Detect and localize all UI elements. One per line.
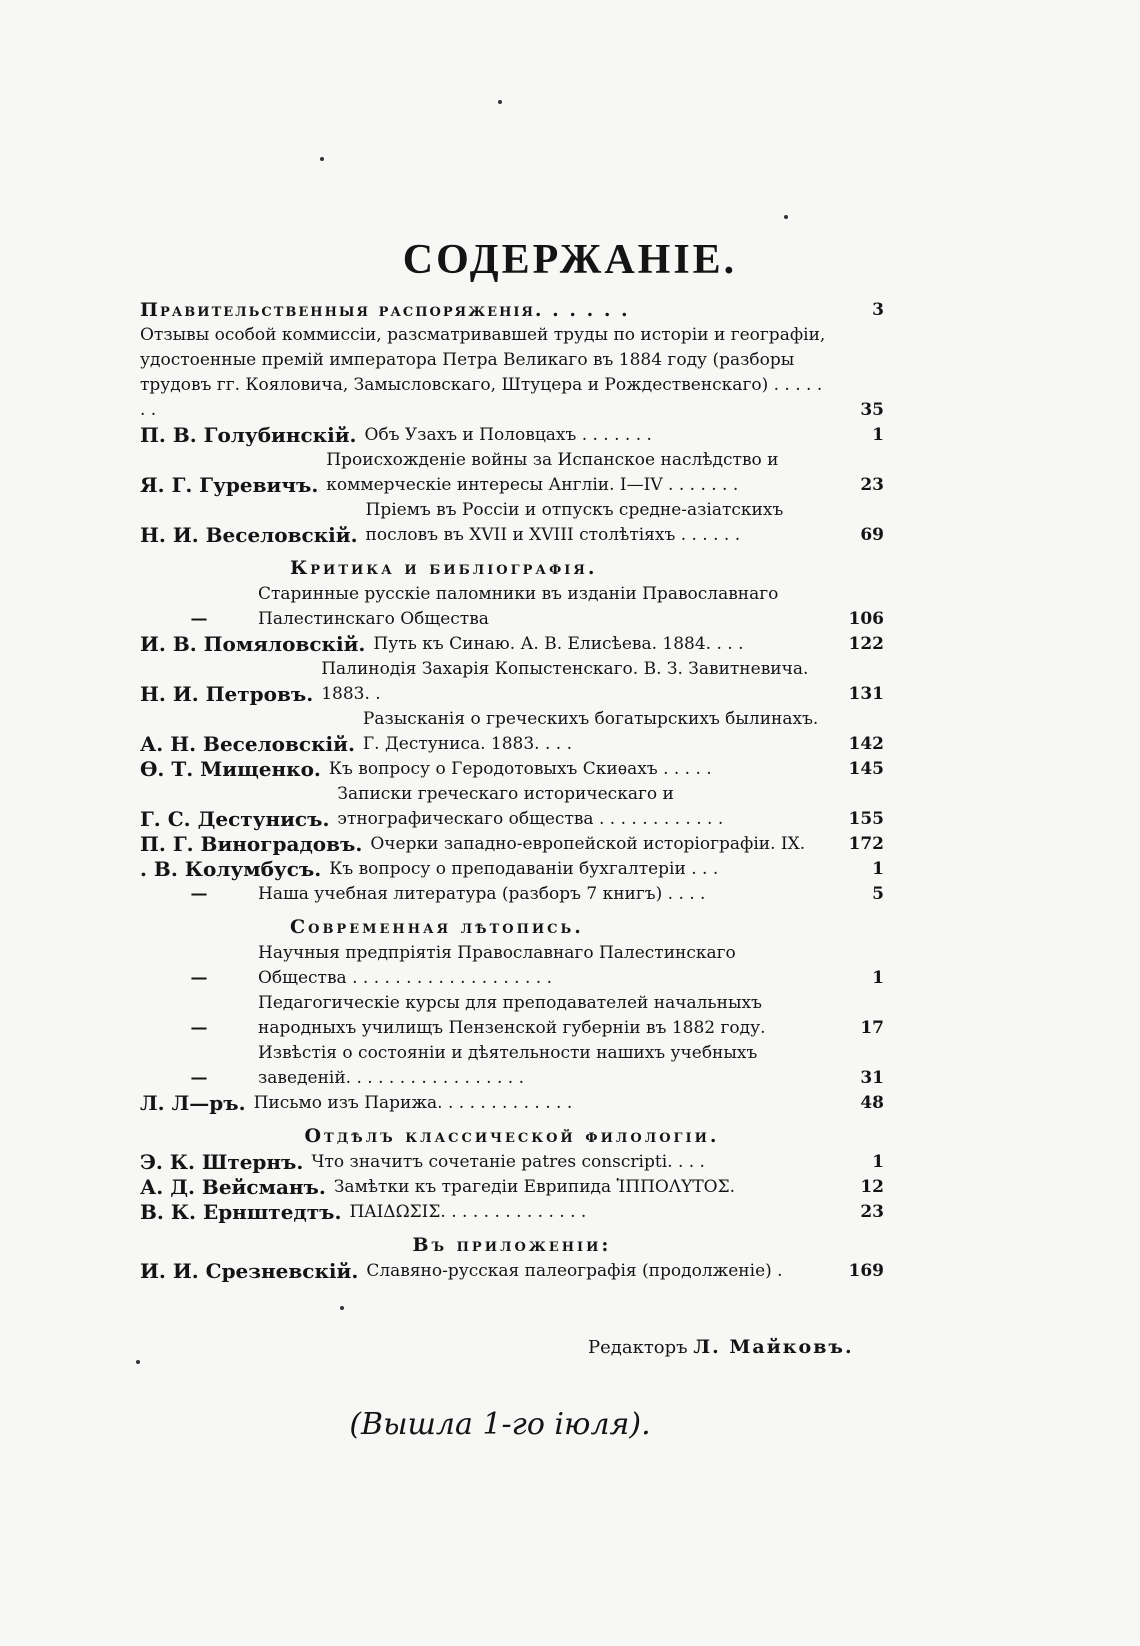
entry-page: 31: [860, 1068, 884, 1088]
entry-text: Отзывы особой коммиссіи, разсматривавшей труды по исторіи и географіи, удостоенные премій императора Петра Великаго въ 1884 году (разборы трудовъ гг. Кояловича, Замысловскаго, Штуцера и Рождественскаго) . . . . . . .: [140, 325, 826, 420]
entry-page: 1: [872, 1152, 884, 1172]
entry-author: И. И. Срезневскій.: [140, 1259, 359, 1283]
toc-entry: [140, 832, 884, 857]
entry-author: Н. И. Петровъ.: [140, 682, 314, 706]
entry-page: 1: [872, 968, 884, 988]
entry-page: 48: [860, 1093, 884, 1113]
toc-entry: [140, 1091, 884, 1116]
entry-page: 3: [872, 300, 884, 320]
toc-entry: [140, 582, 884, 632]
entry-text: Что значитъ сочетаніе patres conscripti. . . .: [311, 1152, 705, 1172]
toc-entry: [140, 498, 884, 548]
section-heading: Въ приложеніи:: [412, 1234, 612, 1256]
toc-entry: [140, 857, 884, 882]
speck: [136, 1360, 140, 1364]
toc-entry: [140, 1150, 884, 1175]
entry-page: 12: [860, 1177, 884, 1197]
entry-text: Палинодія Захарія Копыстенскаго. В. З. Завитневича. 1883. .: [321, 659, 809, 704]
entry-author: И. В. Помяловскій.: [140, 632, 366, 656]
table-of-contents: [140, 298, 884, 1284]
entry-page: 106: [848, 609, 884, 629]
dash-mark: —: [190, 609, 208, 629]
editor-line: [588, 1336, 854, 1358]
toc-entry: [140, 632, 884, 657]
editor-label: Редакторъ: [588, 1337, 688, 1358]
entry-page: 23: [860, 475, 884, 495]
entry-page: 23: [860, 1202, 884, 1222]
entry-text: Къ вопросу о преподаваніи бухгалтеріи . . .: [329, 859, 719, 879]
entry-author: В. К. Ернштедтъ.: [140, 1200, 342, 1224]
entry-text: Извѣстія о состояніи и дѣятельности нашихъ учебныхъ заведеній. . . . . . . . . . . . . . . . .: [258, 1043, 758, 1088]
entry-text: Замѣтки къ трагедіи Еврипида ἹΠΠΟΛΥΤΟΣ.: [333, 1177, 736, 1197]
toc-entry: [140, 707, 884, 757]
entry-page: 1: [872, 859, 884, 879]
speck: [498, 100, 502, 104]
entry-page: 145: [848, 759, 884, 779]
entry-text: Старинные русскіе паломники въ изданіи Православнаго Палестинскаго Общества: [258, 584, 779, 629]
entry-text: ΠΑΙΔΩΣΙΣ. . . . . . . . . . . . . .: [349, 1202, 587, 1222]
editor-name: Л. Майковъ.: [693, 1336, 854, 1358]
entry-author: П. В. Голубинскій.: [140, 423, 357, 447]
section-heading: Критика и библіографія.: [290, 557, 598, 579]
toc-entry: [140, 1041, 884, 1091]
entry-text: Пріемъ въ Россіи и отпускъ средне-азіатскихъ пословъ въ XVII и XVIII столѣтіяхъ . . . . . .: [365, 500, 784, 545]
section-heading: Современная лѣтопись.: [290, 916, 584, 938]
entry-page: 172: [848, 834, 884, 854]
page-title: СОДЕРЖАНІЕ.: [402, 237, 738, 283]
entry-page: 5: [872, 884, 884, 904]
entry-page: 131: [848, 684, 884, 704]
entry-page: 17: [860, 1018, 884, 1038]
entry-author: . В. Колумбусъ.: [140, 857, 322, 881]
toc-entry: [140, 782, 884, 832]
toc-entry: [140, 882, 884, 907]
speck: [784, 215, 788, 219]
entry-author: Г. С. Дестунисъ.: [140, 807, 330, 831]
toc-entry: [140, 1200, 884, 1225]
speck: [320, 157, 324, 161]
entry-text: Славяно-русская палеографія (продолженіе) .: [366, 1261, 783, 1281]
entry-author: Э. К. Штернъ.: [140, 1150, 304, 1174]
section-heading: Отдѣлъ классической филологіи.: [304, 1125, 720, 1147]
toc-entry: [140, 448, 884, 498]
dash-mark: —: [190, 1068, 208, 1088]
entry-page: 122: [848, 634, 884, 654]
entry-text: Объ Узахъ и Половцахъ . . . . . . .: [364, 425, 652, 445]
dash-mark: —: [190, 968, 208, 988]
handwritten-note: (Вышла 1-го іюля).: [349, 1407, 651, 1442]
toc-entry: [140, 1175, 884, 1200]
entry-text: Разысканія о греческихъ богатырскихъ былинахъ. Г. Дестуниса. 1883. . . .: [362, 709, 819, 754]
entry-text: Къ вопросу о Геродотовыхъ Скиѳахъ . . . . .: [328, 759, 712, 779]
toc-entry: [140, 323, 884, 423]
toc-entry: [140, 941, 884, 991]
toc-entry: [140, 657, 884, 707]
dash-mark: —: [190, 884, 208, 904]
toc-entry: [140, 298, 884, 323]
entry-text: Путь къ Синаю. А. В. Елисѣева. 1884. . . .: [373, 634, 744, 654]
entry-page: 69: [860, 525, 884, 545]
entry-author: А. Д. Вейсманъ.: [140, 1175, 326, 1199]
entry-text: Записки греческаго историческаго и этнографическаго общества . . . . . . . . . . . .: [337, 784, 724, 829]
entry-text: Научныя предпріятія Православнаго Палестинскаго Общества . . . . . . . . . . . . . . . . . . .: [258, 943, 736, 988]
toc-entry: [140, 991, 884, 1041]
entry-page: 35: [860, 400, 884, 420]
toc-entry: [140, 757, 884, 782]
entry-author: Я. Г. Гуревичъ.: [140, 473, 319, 497]
entry-text: Происхожденіе войны за Испанское наслѣдство и коммерческіе интересы Англіи. I—IV . . . . . . .: [326, 450, 779, 495]
entry-author: Ѳ. Т. Мищенко.: [140, 757, 321, 781]
entry-text: Очерки западно-европейской исторіографіи. IX.: [370, 834, 806, 854]
entry-author: Л. Л—ръ.: [140, 1091, 246, 1115]
entry-text: Наша учебная литература (разборъ 7 книгъ) . . . .: [258, 884, 706, 904]
entry-page: 142: [848, 734, 884, 754]
entry-text: Педагогическіе курсы для преподавателей начальныхъ народныхъ училищъ Пензенской губерніи въ 1882 году.: [258, 993, 766, 1038]
entry-author: Н. И. Веселовскій.: [140, 523, 358, 547]
dash-mark: —: [190, 1018, 208, 1038]
entry-author: А. Н. Веселовскій.: [140, 732, 355, 756]
entry-page: 169: [848, 1261, 884, 1281]
entry-page: 155: [848, 809, 884, 829]
toc-entry: [140, 1259, 884, 1284]
entry-text: Правительственныя распоряженія. . . . . .: [140, 299, 630, 321]
toc-entry: [140, 423, 884, 448]
entry-text: Письмо изъ Парижа. . . . . . . . . . . . .: [253, 1093, 573, 1113]
entry-page: 1: [872, 425, 884, 445]
entry-author: П. Г. Виноградовъ.: [140, 832, 363, 856]
speck: [340, 1306, 344, 1310]
